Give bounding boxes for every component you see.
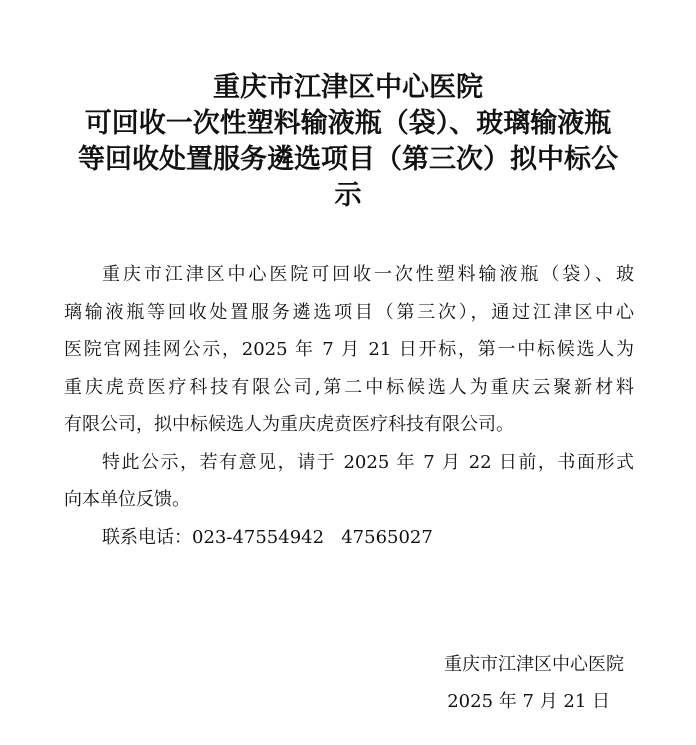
- title-line-2: 可回收一次性塑料输液瓶（袋）、玻璃输液瓶: [84, 108, 612, 139]
- paragraph-announcement: [64, 256, 634, 444]
- paragraph-line: 特此公示，若有意见，请于 2025 年 7 月 22 日前，书面形式: [102, 451, 634, 473]
- paragraph-line: 向本单位反馈。: [64, 489, 190, 510]
- document-title: [40, 70, 656, 214]
- document-body: [64, 256, 634, 556]
- contact-phone: 联系电话：023-47554942 47565027: [102, 526, 433, 548]
- title-line-3: 等回收处置服务遴选项目（第三次）拟中标公: [78, 144, 618, 175]
- paragraph-line: 医院官网挂网公示，2025 年 7 月 21 日开标，第一中标候选人为: [64, 339, 634, 360]
- signature-block: [324, 646, 624, 720]
- paragraph-line: 有限公司，拟中标候选人为重庆虎贲医疗科技有限公司。: [64, 414, 514, 435]
- title-line-4: 示: [334, 180, 362, 211]
- paragraph-line: 璃输液瓶等回收处置服务遴选项目（第三次），通过江津区中心: [64, 301, 634, 323]
- paragraph-line: 重庆市江津区中心医院可回收一次性塑料输液瓶（袋）、玻: [102, 264, 634, 285]
- signature-org: 重庆市江津区中心医院: [444, 654, 624, 675]
- signature-date: 2025 年 7 月 21 日: [447, 691, 610, 712]
- paragraph-line: 重庆虎贲医疗科技有限公司,第二中标候选人为重庆云聚新材料: [64, 376, 634, 398]
- paragraph-objection: [64, 444, 634, 519]
- title-line-1: 重庆市江津区中心医院: [213, 72, 483, 103]
